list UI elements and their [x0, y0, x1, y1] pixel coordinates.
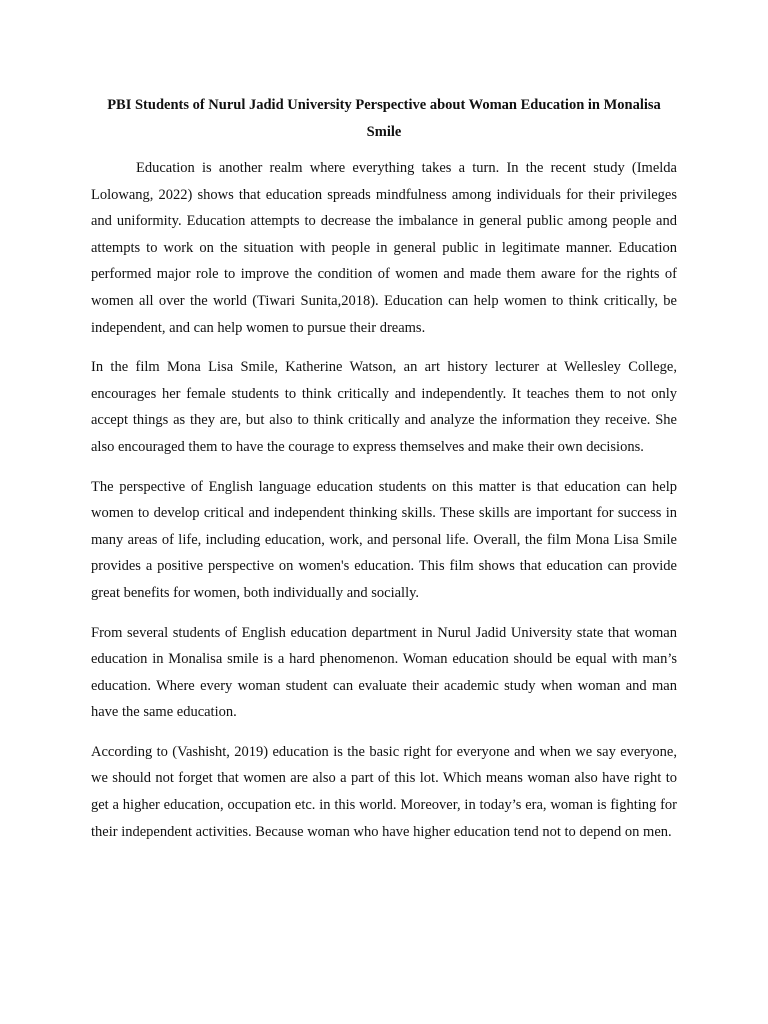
- paragraph-perspective: The perspective of English language education students on this matter is that education can help women to develop critical and independent thinking skills. These skills are important for success in many areas of life, including education, work, and personal life. Overall, the film Mona Lisa Smile provides a positive perspective on women's education. This film shows that education can provide great benefits for women, both individually and socially.: [91, 478, 677, 601]
- paragraph-film: In the film Mona Lisa Smile, Katherine Watson, an art history lecturer at Wellesley College, encourages her female students to think critically and independently. It teaches them to not only accept things as they are, but also to think critically and analyze the information they receive. She also encouraged them to have the courage to express themselves and make their own decisions.: [91, 359, 677, 455]
- document-body: [91, 92, 677, 858]
- paragraph-intro: Education is another realm where everything takes a turn. In the recent study (Imelda Lolowang, 2022) shows that education spreads mindfulness among individuals for their privileges and uniformity. Education attempts to decrease the imbalance in general public among people and attempts to work on the situation with people in general public in legitimate manner. Education performed major role to improve the condition of women and made them aware for the rights of women all over the world (Tiwari Sunita,2018). Education can help women to think critically, be independent, and can help women to pursue their dreams.: [91, 160, 677, 336]
- paragraph-students: From several students of English education department in Nurul Jadid University state that woman education in Monalisa smile is a hard phenomenon. Woman education should be equal with man’s education. Where every woman student can evaluate their academic study when woman and man have the same education.: [91, 624, 677, 721]
- paragraph-rights: According to (Vashisht, 2019) education is the basic right for everyone and when we say everyone, we should not forget that women are also a part of this lot. Which means woman also have right to get a higher education, occupation etc. in this world. Moreover, in today’s era, woman is fighting for their independent activities. Because woman who have higher education tend not to depend on men.: [91, 743, 677, 840]
- document-title: PBI Students of Nurul Jadid University Perspective about Woman Education in Monalisa Smile: [107, 97, 661, 140]
